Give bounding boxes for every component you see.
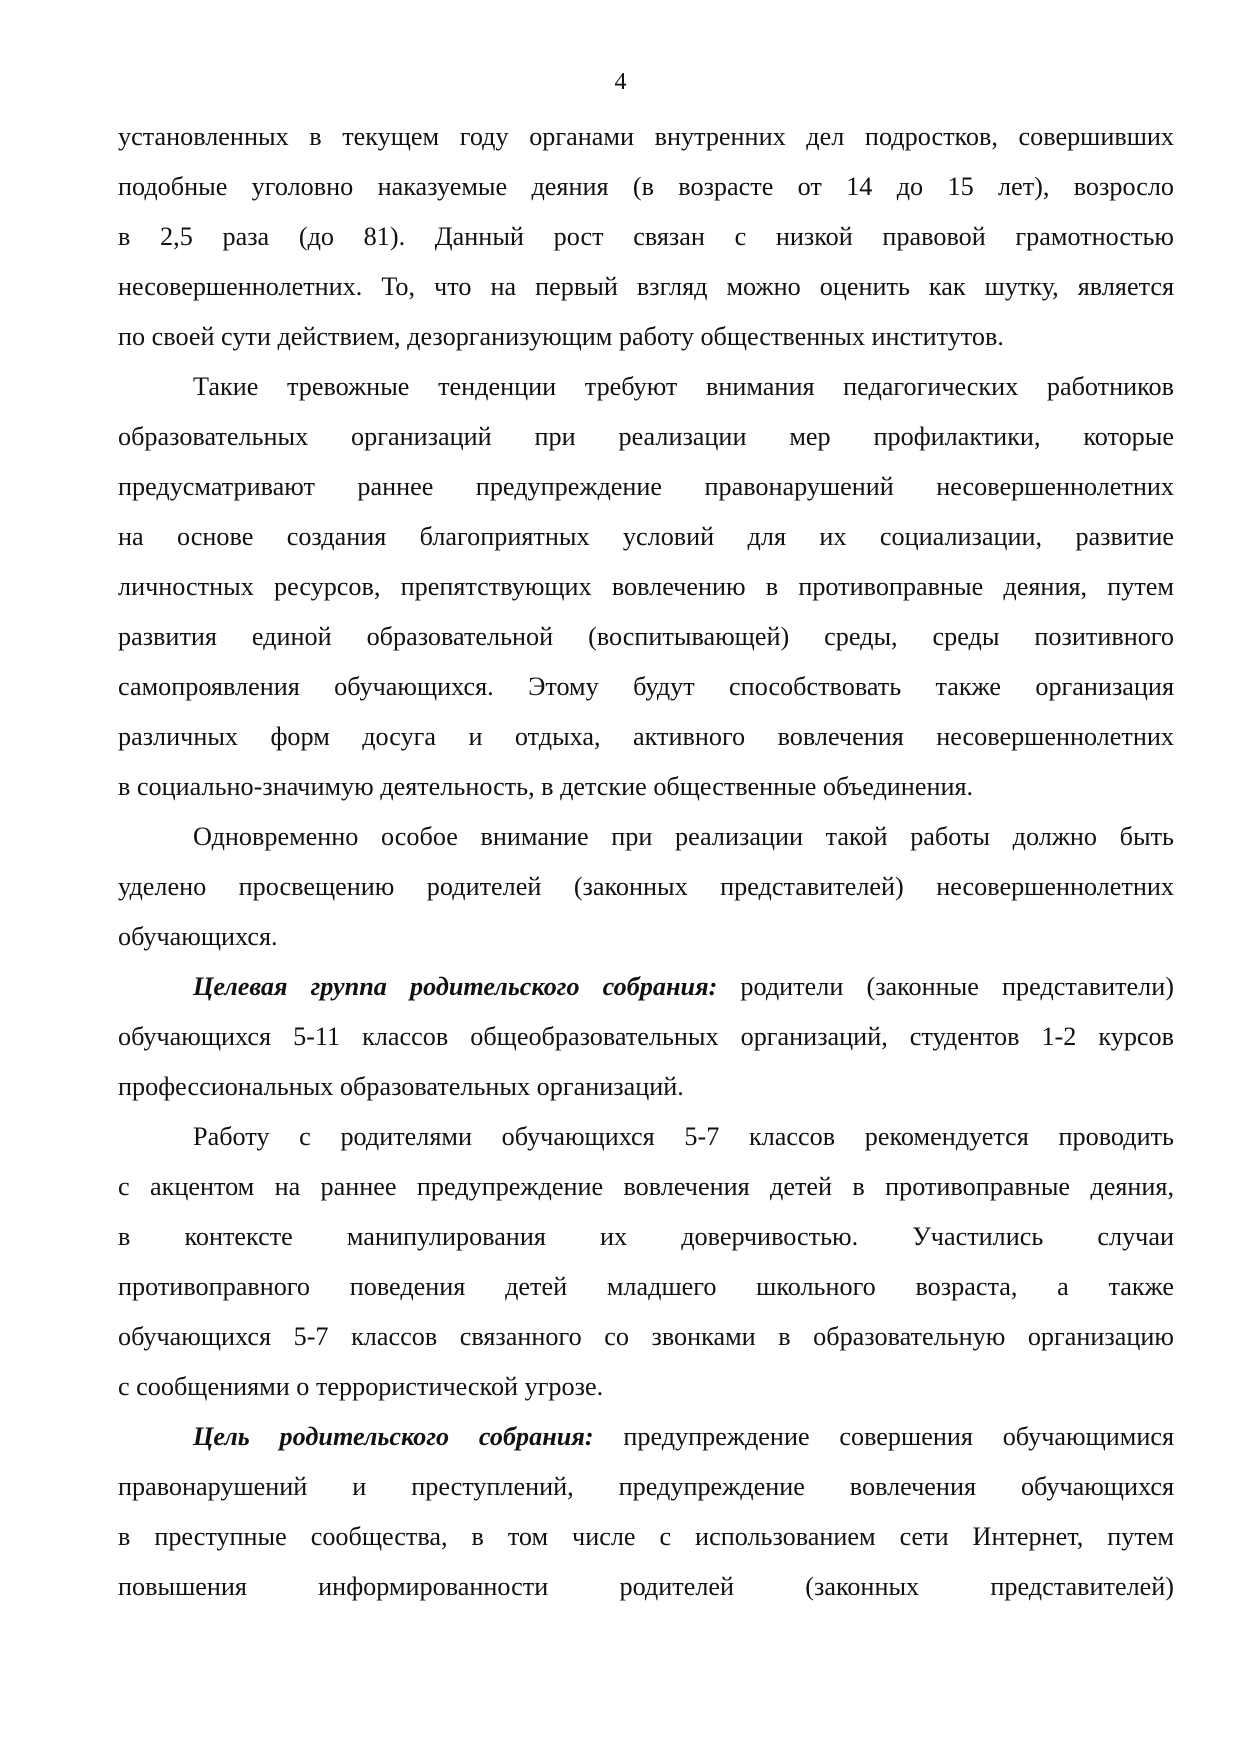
- text-line: [118, 762, 1174, 812]
- line-text: в 2,5 раза (до 81). Данный рост связан с низкой правовой грамотностью: [118, 222, 1174, 251]
- text-line: [118, 262, 1174, 312]
- text-line: [118, 412, 1174, 462]
- line-text: родители (законные представители): [717, 972, 1174, 1001]
- text-line: [118, 1412, 1174, 1462]
- line-text: предусматривают раннее предупреждение правонарушений несовершеннолетних: [118, 472, 1174, 501]
- line-text: в преступные сообщества, в том числе с использованием сети Интернет, путем: [118, 1522, 1174, 1551]
- text-line: [118, 962, 1174, 1012]
- text-line: [118, 662, 1174, 712]
- text-line: [118, 1162, 1174, 1212]
- text-line: [118, 312, 1174, 362]
- line-text: в социально-значимую деятельность, в детские общественные объединения.: [118, 772, 974, 801]
- text-line: [118, 1312, 1174, 1362]
- document-body: [118, 112, 1174, 1612]
- line-text: Такие тревожные тенденции требуют внимания педагогических работников: [193, 372, 1174, 401]
- text-line: [118, 462, 1174, 512]
- line-text: уделено просвещению родителей (законных представителей) несовершеннолетних: [118, 872, 1174, 901]
- text-line: [118, 1262, 1174, 1312]
- line-text: правонарушений и преступлений, предупреждение вовлечения обучающихся: [118, 1472, 1174, 1501]
- emphasized-heading: Цель родительского собрания:: [193, 1422, 594, 1451]
- line-text: образовательных организаций при реализации мер профилактики, которые: [118, 422, 1174, 451]
- text-line: [118, 1212, 1174, 1262]
- text-line: [118, 1012, 1174, 1062]
- line-text: обучающихся 5-11 классов общеобразовательных организаций, студентов 1-2 курсов: [118, 1022, 1174, 1051]
- line-text: личностных ресурсов, препятствующих вовлечению в противоправные деяния, путем: [118, 572, 1174, 601]
- line-text: противоправного поведения детей младшего школьного возраста, а также: [118, 1272, 1174, 1301]
- text-line: [118, 112, 1174, 162]
- line-text: несовершеннолетних. То, что на первый взгляд можно оценить как шутку, является: [118, 272, 1174, 301]
- text-line: [118, 862, 1174, 912]
- emphasized-heading: Целевая группа родительского собрания:: [193, 972, 718, 1001]
- text-line: [118, 512, 1174, 562]
- text-line: [118, 1512, 1174, 1562]
- text-line: [118, 1362, 1174, 1412]
- line-text: по своей сути действием, дезорганизующим работу общественных институтов.: [118, 322, 1004, 351]
- line-text: профессиональных образовательных организаций.: [118, 1072, 684, 1101]
- text-line: [118, 362, 1174, 412]
- text-line: [118, 912, 1174, 962]
- line-text: обучающихся.: [118, 922, 278, 951]
- line-text: Работу с родителями обучающихся 5-7 классов рекомендуется проводить: [193, 1122, 1174, 1151]
- line-text: с акцентом на раннее предупреждение вовлечения детей в противоправные деяния,: [118, 1172, 1174, 1201]
- page-number: 4: [614, 69, 627, 95]
- line-text: установленных в текущем году органами внутренних дел подростков, совершивших: [118, 122, 1174, 151]
- text-line: [118, 562, 1174, 612]
- text-line: [118, 162, 1174, 212]
- line-text: развития единой образовательной (воспитывающей) среды, среды позитивного: [118, 622, 1174, 651]
- line-text: в контексте манипулирования их доверчивостью. Участились случаи: [118, 1222, 1174, 1251]
- text-line: [118, 1462, 1174, 1512]
- text-line: [118, 712, 1174, 762]
- line-text: с сообщениями о террористической угрозе.: [118, 1372, 604, 1401]
- line-text: различных форм досуга и отдыха, активного вовлечения несовершеннолетних: [118, 722, 1174, 751]
- line-text: повышения информированности родителей (законных представителей): [118, 1572, 1174, 1601]
- line-text: Одновременно особое внимание при реализации такой работы должно быть: [193, 822, 1174, 851]
- text-line: [118, 612, 1174, 662]
- line-text: обучающихся 5-7 классов связанного со звонками в образовательную организацию: [118, 1322, 1174, 1351]
- text-line: [118, 212, 1174, 262]
- line-text: подобные уголовно наказуемые деяния (в возрасте от 14 до 15 лет), возросло: [118, 172, 1174, 201]
- text-line: [118, 1062, 1174, 1112]
- line-text: предупреждение совершения обучающимися: [593, 1422, 1174, 1451]
- line-text: самопроявления обучающихся. Этому будут способствовать также организация: [118, 672, 1174, 701]
- text-line: [118, 1562, 1174, 1612]
- text-line: [118, 812, 1174, 862]
- line-text: на основе создания благоприятных условий для их социализации, развитие: [118, 522, 1174, 551]
- text-line: [118, 1112, 1174, 1162]
